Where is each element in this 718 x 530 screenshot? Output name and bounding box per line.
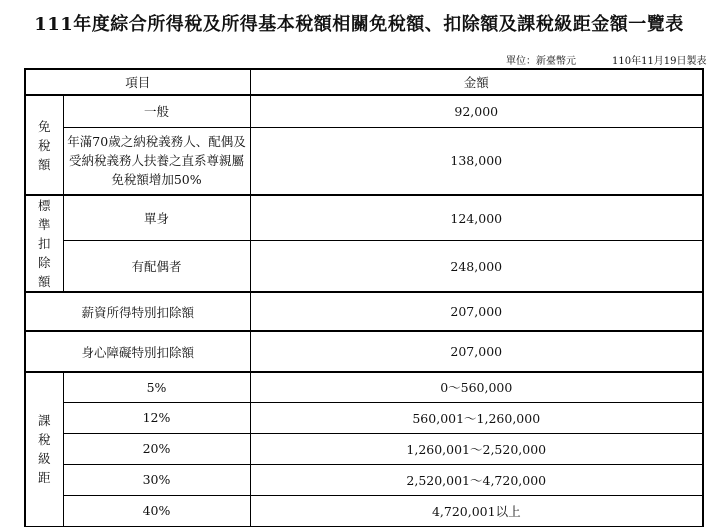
bracket-range: 2,520,001～4,720,000 (250, 464, 703, 495)
summary-table (24, 68, 704, 527)
page-title: 111年度綜合所得稅及所得基本稅額相關免稅額、扣除額及課稅級距金額一覽表 (34, 14, 684, 35)
table-row (25, 433, 703, 464)
bracket-range: 0～560,000 (250, 372, 703, 402)
exemption-group-label (25, 95, 63, 195)
bracket-rate: 40% (63, 495, 250, 526)
disability-deduction-amount: 207,000 (250, 331, 703, 372)
table-row (25, 127, 703, 195)
exemption-general-label: 一般 (63, 95, 250, 127)
exemption-elderly-label: 年滿70歲之納稅義務人、配偶及受納稅義務人扶養之直系尊親屬免稅額增加50% (63, 127, 250, 195)
bracket-rate: 5% (63, 372, 250, 402)
table-row (25, 292, 703, 331)
bracket-rate: 12% (63, 402, 250, 433)
bracket-rate: 20% (63, 433, 250, 464)
table-row (25, 495, 703, 526)
table-row (25, 464, 703, 495)
table-row (25, 241, 703, 292)
brackets-group-label (25, 372, 63, 526)
exemption-general-amount: 92,000 (250, 95, 703, 127)
salary-deduction-label: 薪資所得特別扣除額 (25, 292, 250, 331)
exemption-elderly-amount: 138,000 (250, 127, 703, 195)
table-row (25, 402, 703, 433)
standard-married-label: 有配偶者 (63, 241, 250, 292)
table-header-row (25, 69, 703, 95)
standard-single-amount: 124,000 (250, 195, 703, 241)
table-row (25, 195, 703, 241)
bracket-rate: 30% (63, 464, 250, 495)
date-note: 110年11月19日製表 (612, 56, 707, 67)
table-row (25, 95, 703, 127)
bracket-range: 4,720,001以上 (250, 495, 703, 526)
standard-deduction-group-label (25, 195, 63, 292)
bracket-range: 560,001～1,260,000 (250, 402, 703, 433)
header-amount: 金額 (250, 69, 703, 95)
standard-married-amount: 248,000 (250, 241, 703, 292)
disability-deduction-label: 身心障礙特別扣除額 (25, 331, 250, 372)
bracket-range: 1,260,001～2,520,000 (250, 433, 703, 464)
table-row (25, 372, 703, 402)
unit-note: 單位：新臺幣元 (506, 56, 576, 67)
table-row (25, 331, 703, 372)
header-item: 項目 (25, 69, 250, 95)
exemption-group-text: 免稅額 (37, 118, 51, 172)
standard-single-label: 單身 (63, 195, 250, 241)
standard-deduction-group-text: 標準扣除額 (37, 198, 51, 289)
salary-deduction-amount: 207,000 (250, 292, 703, 331)
brackets-group-text: 課稅級距 (37, 413, 51, 486)
